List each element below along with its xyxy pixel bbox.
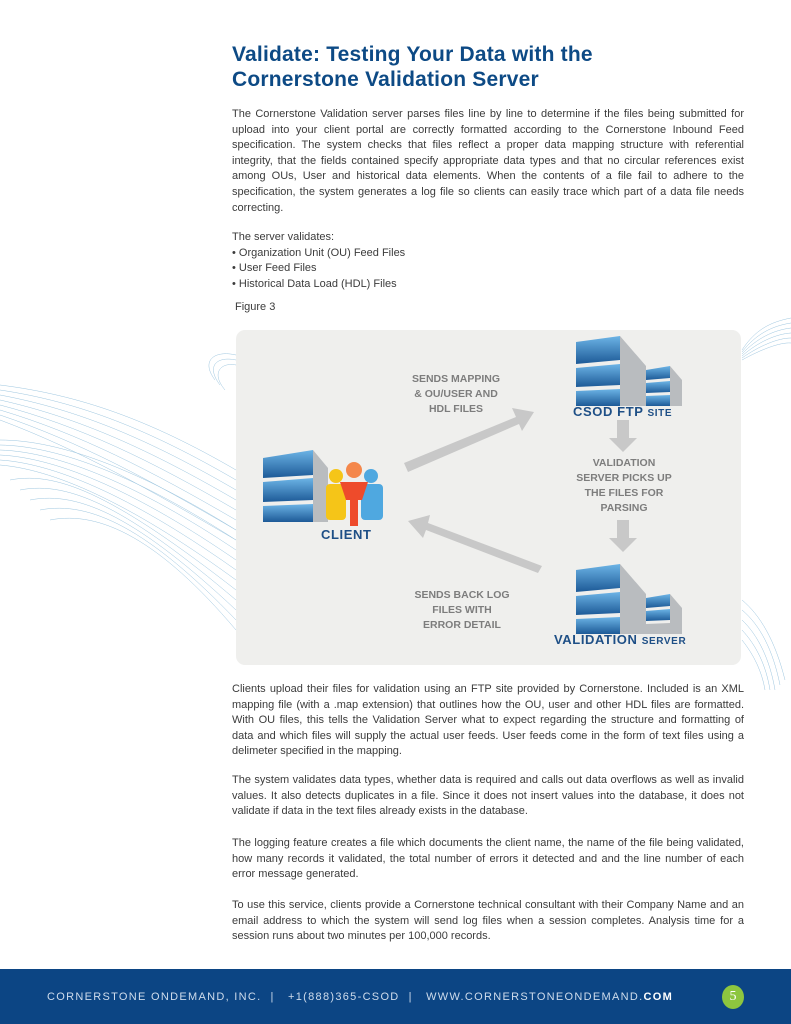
footer-company: CORNERSTONE ONDEMAND, INC.	[47, 991, 262, 1003]
footer-contact	[47, 991, 673, 1003]
usage-paragraph: To use this service, clients provide a Cornerstone technical consultant with their Company Name and an email address to which the system will send log files when a session completes. Analysis time for a session runs about two minutes per 100,000 records.	[232, 899, 744, 943]
label-line: THE FILES FOR	[584, 487, 664, 499]
ftp-building-icon	[576, 336, 682, 406]
list-item: • Organization Unit (OU) Feed Files	[232, 246, 406, 259]
footer-website[interactable]	[426, 991, 673, 1003]
figure-caption: Figure 3	[235, 301, 276, 313]
upload-paragraph: Clients upload their files for validation using an FTP site provided by Cornerstone. Included is an XML mapping file (with a .map extension) that outlines how the OU, user and other HDL files are formatted. With OU files, this tells the Validation Server what to expect regarding the structure and formatting of data and which files will supply the actual user feeds. User feeds come in the form of text files using a delimeter specified in the mapping.	[232, 683, 744, 758]
ftp-label-main: CSOD FTP	[573, 404, 644, 419]
client-label: CLIENT	[321, 527, 372, 542]
validates-list	[232, 230, 732, 292]
validation-server-label	[554, 632, 686, 647]
logging-paragraph: The logging feature creates a file which documents the client name, the name of the file being validated, how many records it validated, the total number of errors it detected and and the line number of each error message generated.	[232, 837, 744, 881]
pickup-files-label	[554, 456, 694, 516]
server-label-small: SERVER	[641, 636, 687, 647]
label-line: VALIDATION	[592, 457, 656, 469]
label-line: PARSING	[600, 502, 648, 514]
send-back-log-label	[402, 588, 522, 633]
validation-paragraph: The system validates data types, whether data is required and calls out data overflows as well as invalid values. It also detects duplicates in a file. Since it does not insert values into the database, it does not validate if data in the text files already exists in the database.	[232, 774, 744, 818]
validation-server-building-icon	[576, 564, 682, 634]
page-number-badge: 5	[722, 985, 744, 1009]
validation-flow-diagram	[236, 330, 741, 665]
label-line: SENDS MAPPING	[411, 373, 501, 385]
server-label-main: VALIDATION	[554, 632, 638, 647]
page-title-line1: Validate: Testing Your Data with the	[232, 43, 593, 66]
page-footer	[0, 969, 791, 1024]
arrow-down-2-icon	[609, 520, 637, 552]
page-title-line2: Cornerstone Validation Server	[232, 68, 539, 91]
ftp-label-small: SITE	[647, 408, 673, 419]
client-building-icon	[263, 450, 328, 522]
arrow-down-1-icon	[609, 420, 637, 452]
footer-separator: |	[270, 991, 275, 1003]
label-line: ERROR DETAIL	[423, 619, 501, 631]
ftp-site-label	[573, 404, 672, 419]
send-files-label	[396, 372, 516, 417]
list-item: • Historical Data Load (HDL) Files	[232, 277, 397, 290]
website-prefix: WWW.CORNERSTONEONDEMAND.	[426, 991, 644, 1003]
label-line: SENDS BACK LOG	[414, 589, 510, 601]
footer-separator: |	[408, 991, 413, 1003]
label-line: FILES WITH	[432, 604, 492, 616]
client-people-icon	[326, 462, 383, 526]
intro-paragraph: The Cornerstone Validation server parses files line by line to determine if the files being submitted for upload into your client portal are correctly formatted according to the Cornerstone Inbound Feed specification. The system checks that files reflect a proper data mapping structure with referential integrity, that the fields contained specify appropriate data types and that no circular references exist among OUs, User and historical data elements. When the contents of a file fail to adhere to the specification, the system generates a log file so clients can easily trace which part of a data file needs correcting.	[232, 108, 744, 214]
arrow-to-ftp-icon	[404, 408, 534, 472]
page-title	[232, 42, 752, 92]
label-line: & OU/USER AND	[414, 388, 498, 400]
arrow-to-client-icon	[408, 515, 542, 573]
validates-heading: The server validates:	[232, 231, 335, 243]
website-suffix: COM	[643, 991, 674, 1003]
list-item: • User Feed Files	[232, 262, 317, 275]
label-line: SERVER PICKS UP	[576, 472, 672, 484]
label-line: HDL FILES	[428, 403, 484, 415]
footer-phone: +1(888)365-CSOD	[288, 991, 400, 1003]
